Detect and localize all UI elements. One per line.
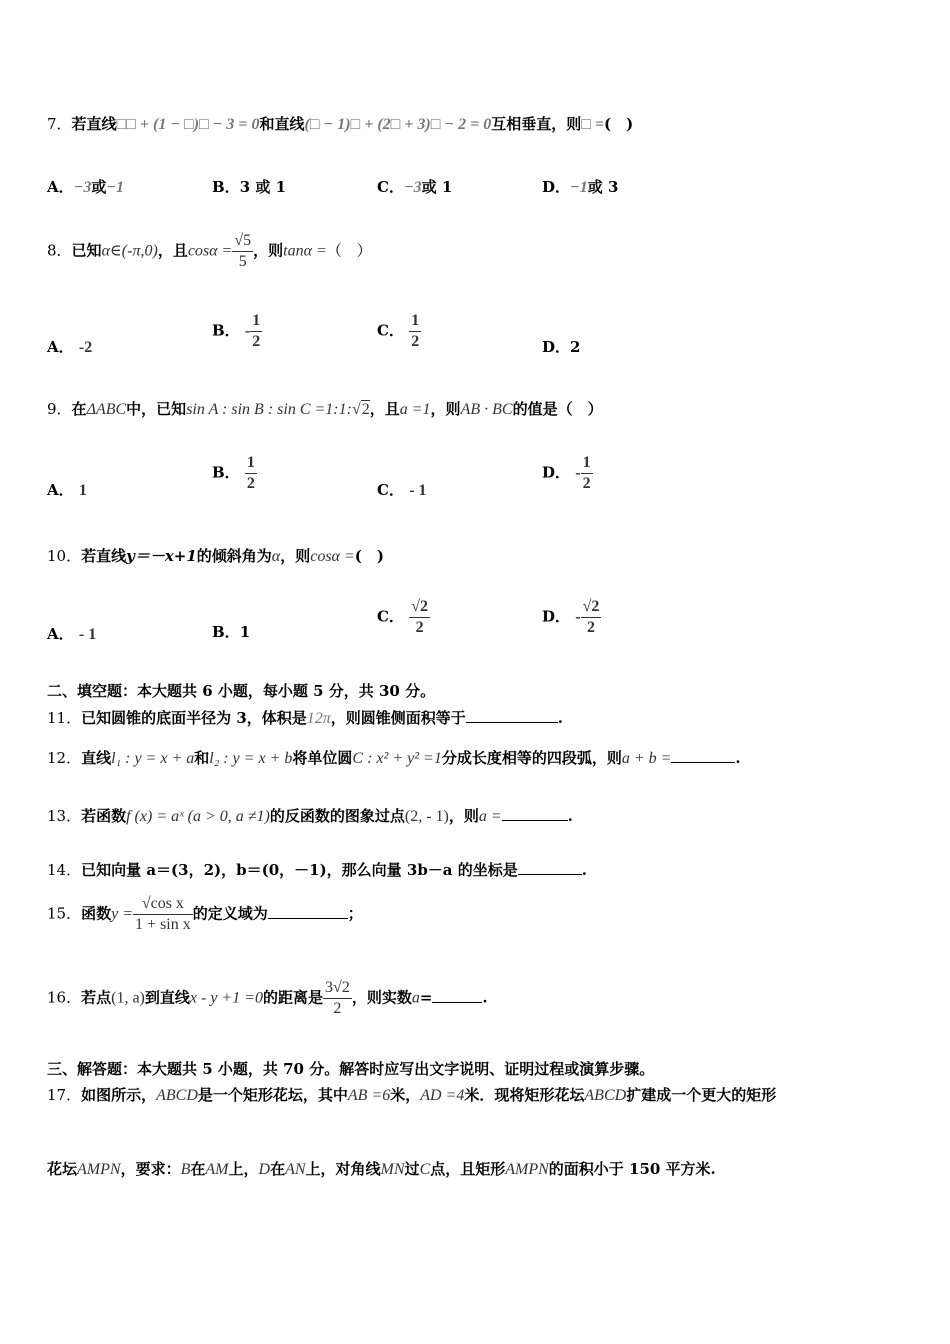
question-14: 14．已知向量 a＝(3，2)，b＝(0，－1)，那么向量 3b－a 的坐标是 .: [47, 861, 587, 879]
q14-answer-blank: [518, 860, 582, 875]
q10-option-b: B．1: [212, 623, 251, 641]
question-12: 12．直线l₁ : y = x + a和l₂ : y = x + b将单位圆C : x² + y² =1分成长度相等的四段弧，则a + b = .: [47, 749, 741, 767]
q8-condition: α∈(‑π,0): [101, 242, 158, 260]
q10-option-d: D． ‑ $\frac{√2}{2}$: [542, 598, 600, 636]
q9-ratio: sin A : sin B : sin C =1:1:: [186, 401, 352, 418]
q10-option-a: A． ‑ 1: [47, 625, 97, 643]
question-11: 11．已知圆锥的底面半径为 3，体积是12π，则圆锥侧面积等于 .: [47, 709, 564, 727]
q16-distance-fraction: $\frac{3√2}{2}$: [325, 979, 350, 1017]
q13-answer-blank: [502, 806, 568, 821]
question-9: 9．在ΔABC中，已知sin A : sin B : sin C =1:1:√2，且a =1，则AB · BC的值是（ ）: [47, 400, 603, 418]
q7-option-c: C．−3或 1: [377, 178, 453, 196]
q7-equation-2: (□ − 1)□ + (2□ + 3)□ − 2 = 0: [304, 116, 492, 133]
q12-answer-blank: [671, 748, 735, 763]
question-17-line-1: 17．如图所示，ABCD是一个矩形花坛，其中AB =6米，AD =4米．现将矩形花坛ABCD扩建成一个更大的矩形: [47, 1086, 777, 1104]
q9-option-a: A． 1: [47, 481, 87, 499]
q9-option-b: B． $\frac{1}{2}$: [212, 454, 255, 492]
q8-option-b: B． ‑ $\frac{1}{2}$: [212, 312, 261, 350]
q7-option-a: A．−3或−1: [47, 178, 125, 196]
q7-number: 7．: [47, 115, 72, 133]
q7-option-d: D．−1或 3: [542, 178, 619, 196]
question-17-line-2: 花坛AMPN，要求：B在AM上，D在AN上，对角线MN过C点，且矩形AMPN的面积小于 150 平方米.: [47, 1160, 716, 1178]
question-10: 10．若直线y＝－x+1的倾斜角为α，则cosα =( ): [47, 547, 384, 565]
q7-equation-1: □□ + (1 − □)□ − 3 = 0: [116, 116, 260, 133]
question-13: 13．若函数f (x) = aˣ (a > 0, a ≠1)的反函数的图象过点(2, ‑ 1)，则a = .: [47, 807, 573, 825]
question-16: 16．若点(1, a)到直线x ‑ y +1 =0的距离是 $\frac{3√2}{2}$ ，则实数a= .: [47, 979, 488, 1017]
question-15: 15．函数y = $\frac{\text{√cos x}}{\text{1 + sin x}}$ 的定义域为 ；: [47, 895, 363, 933]
q16-answer-blank: [432, 988, 482, 1003]
q9-option-d: D． ‑ $\frac{1}{2}$: [542, 454, 591, 492]
q15-answer-blank: [268, 904, 348, 919]
q8-option-d: D．2: [542, 338, 581, 356]
q11-answer-blank: [466, 708, 558, 723]
question-8: 8．已知α∈(‑π,0)，且cosα = $\frac{√5}{5}$ ，则tanα =（ ）: [47, 232, 372, 270]
q7-option-b: B．3 或 1: [212, 178, 287, 196]
q9-option-c: C． ‑ 1: [377, 481, 427, 499]
section-3-heading: 三、解答题：本大题共 5 小题，共 70 分。解答时应写出文字说明、证明过程或演算步骤。: [47, 1060, 655, 1078]
q8-cos-fraction: $\frac{√5}{5}$: [234, 232, 252, 270]
q15-function-fraction: $\frac{\text{√cos x}}{\text{1 + sin x}}$: [135, 895, 191, 933]
question-7: 7．若直线□□ + (1 − □)□ − 3 = 0和直线(□ − 1)□ + (2□ + 3)□ − 2 = 0互相垂直，则□ =( ): [47, 115, 634, 133]
q8-option-a: A． ‑2: [47, 338, 93, 356]
section-2-heading: 二、填空题：本大题共 6 小题，每小题 5 分，共 30 分。: [47, 682, 436, 700]
q10-option-c: C． $\frac{√2}{2}$: [377, 598, 428, 636]
q8-option-c: C． $\frac{1}{2}$: [377, 312, 420, 350]
